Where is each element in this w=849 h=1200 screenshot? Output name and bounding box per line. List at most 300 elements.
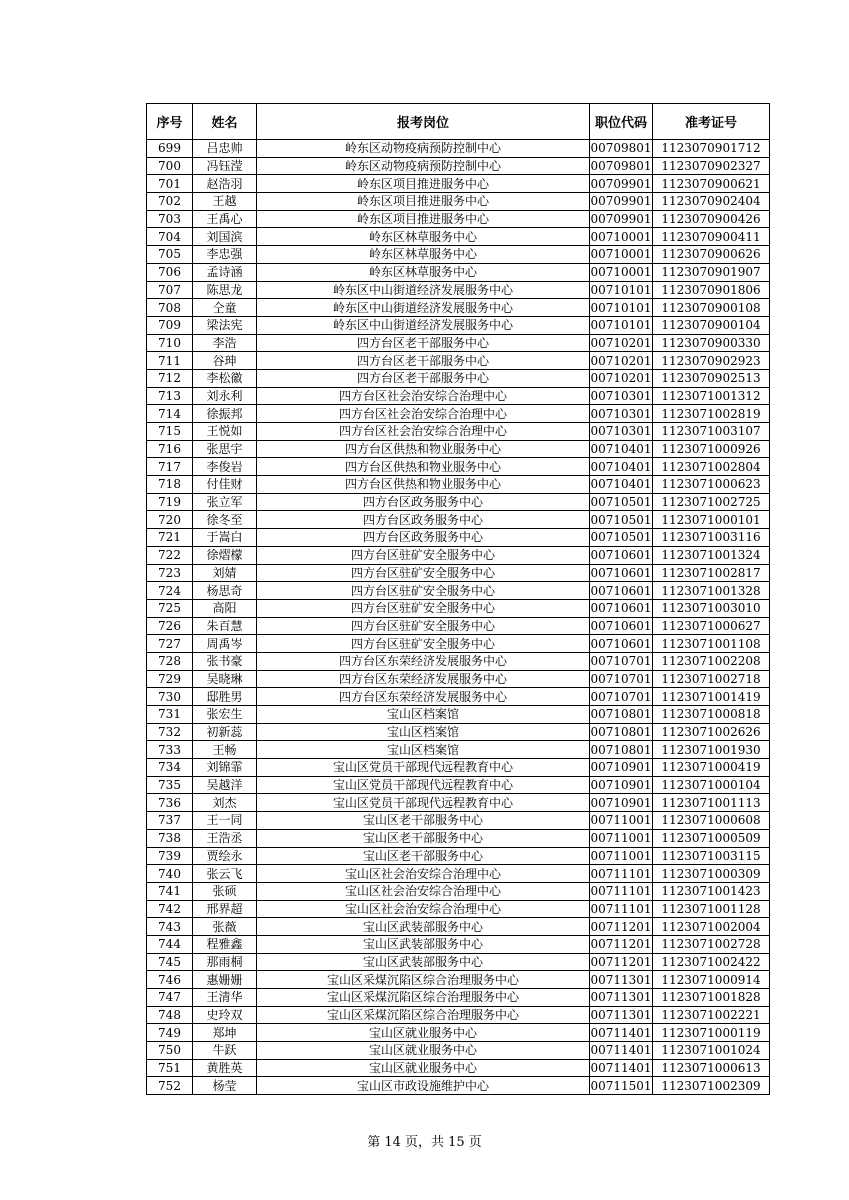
cell-admission-number: 1123071001324 (653, 546, 770, 564)
cell-position-code: 00710801 (590, 707, 652, 722)
cell-position: 岭东区项目推进服务中心 (257, 210, 590, 228)
cell-position: 宝山区老干部服务中心 (257, 812, 590, 830)
cell-admission-number: 1123070902513 (653, 369, 770, 387)
cell-position: 宝山区武装部服务中心 (257, 935, 590, 953)
table-row (147, 776, 770, 794)
cell-position: 宝山区采煤沉陷区综合治理服务中心 (257, 971, 590, 989)
cell-admission-number: 1123071001828 (653, 989, 770, 1007)
cell-position-code: 00709801 (590, 159, 652, 174)
cell-seq: 746 (147, 971, 193, 989)
table-row (147, 847, 770, 865)
cell-admission-number: 1123071002819 (653, 405, 770, 423)
table-row (147, 670, 770, 688)
cell-admission-number: 1123071003010 (653, 599, 770, 617)
cell-position-code: 00710801 (590, 742, 652, 757)
cell-name: 杨莹 (193, 1077, 257, 1095)
table-row (147, 935, 770, 953)
cell-seq: 732 (147, 723, 193, 741)
cell-name: 张硕 (193, 882, 257, 900)
cell-seq: 715 (147, 423, 193, 441)
cell-position-code: 00710101 (590, 282, 652, 297)
cell-position-code: 00711401 (590, 1043, 652, 1058)
cell-admission-number: 1123071002309 (653, 1077, 770, 1095)
cell-position-code: 00710401 (590, 477, 652, 492)
cell-position: 宝山区档案馆 (257, 741, 590, 759)
cell-seq: 704 (147, 228, 193, 246)
cell-seq: 739 (147, 847, 193, 865)
table-row (147, 140, 770, 158)
table-row (147, 423, 770, 441)
cell-name: 徐冬至 (193, 511, 257, 529)
table-row (147, 865, 770, 883)
cell-admission-number: 1123071002817 (653, 564, 770, 582)
cell-admission-number: 1123071002626 (653, 723, 770, 741)
cell-name: 史玲双 (193, 1006, 257, 1024)
cell-name: 付佳财 (193, 476, 257, 494)
cell-seq: 701 (147, 175, 193, 193)
cell-admission-number: 1123071000623 (653, 476, 770, 494)
cell-name: 于嵩白 (193, 529, 257, 547)
cell-admission-number: 1123070901806 (653, 281, 770, 299)
cell-seq: 706 (147, 263, 193, 281)
cell-admission-number: 1123071000926 (653, 440, 770, 458)
cell-position-code: 00711401 (590, 1061, 652, 1076)
cell-position-code: 00710401 (590, 459, 652, 474)
table-row (147, 706, 770, 724)
cell-seq: 752 (147, 1077, 193, 1095)
table-row (147, 493, 770, 511)
cell-position-code: 00710701 (590, 689, 652, 704)
cell-position-code: 00710001 (590, 229, 652, 244)
cell-position: 岭东区动物疫病预防控制中心 (257, 157, 590, 175)
cell-name: 吴晓琳 (193, 670, 257, 688)
table-row (147, 157, 770, 175)
cell-position-code: 00710301 (590, 424, 652, 439)
cell-admission-number: 1123070902404 (653, 193, 770, 211)
table-row (147, 599, 770, 617)
cell-admission-number: 1123071000509 (653, 829, 770, 847)
cell-position-code: 00711401 (590, 1025, 652, 1040)
cell-position-code: 00709901 (590, 212, 652, 227)
cell-position: 岭东区中山街道经济发展服务中心 (257, 316, 590, 334)
cell-position: 宝山区党员干部现代远程教育中心 (257, 794, 590, 812)
cell-position: 岭东区项目推进服务中心 (257, 175, 590, 193)
table-row (147, 511, 770, 529)
cell-seq: 720 (147, 511, 193, 529)
cell-seq: 710 (147, 334, 193, 352)
cell-name: 那雨桐 (193, 953, 257, 971)
cell-position: 四方台区驻矿安全服务中心 (257, 617, 590, 635)
cell-admission-number: 1123070900626 (653, 246, 770, 264)
cell-admission-number: 1123070900108 (653, 299, 770, 317)
cell-seq: 705 (147, 246, 193, 264)
cell-admission-number: 1123071001113 (653, 794, 770, 812)
cell-seq: 721 (147, 529, 193, 547)
table-row (147, 652, 770, 670)
cell-admission-number: 1123071002221 (653, 1006, 770, 1024)
table-row (147, 334, 770, 352)
header-seq: 序号 (147, 104, 193, 140)
cell-position-code: 00710001 (590, 247, 652, 262)
table-row (147, 759, 770, 777)
table-row (147, 812, 770, 830)
cell-position: 四方台区社会治安综合治理中心 (257, 387, 590, 405)
cell-position: 四方台区驻矿安全服务中心 (257, 546, 590, 564)
cell-admission-number: 1123071003115 (653, 847, 770, 865)
cell-admission-number: 1123071001930 (653, 741, 770, 759)
cell-position: 四方台区驻矿安全服务中心 (257, 635, 590, 653)
cell-position: 四方台区政务服务中心 (257, 493, 590, 511)
cell-position: 宝山区就业服务中心 (257, 1024, 590, 1042)
cell-seq: 717 (147, 458, 193, 476)
cell-position-code: 00711001 (590, 848, 652, 863)
cell-seq: 722 (147, 546, 193, 564)
table-row (147, 369, 770, 387)
cell-admission-number: 1123070902923 (653, 352, 770, 370)
cell-admission-number: 1123070902327 (653, 157, 770, 175)
table-row (147, 299, 770, 317)
cell-seq: 707 (147, 281, 193, 299)
cell-seq: 731 (147, 706, 193, 724)
cell-position: 四方台区东荣经济发展服务中心 (257, 688, 590, 706)
header-admission-number: 准考证号 (653, 104, 770, 140)
cell-position-code: 00711501 (590, 1078, 652, 1093)
cell-position-code: 00710101 (590, 300, 652, 315)
table-row (147, 476, 770, 494)
cell-position: 宝山区武装部服务中心 (257, 918, 590, 936)
table-header-row (147, 104, 770, 140)
cell-admission-number: 1123071000914 (653, 971, 770, 989)
cell-position-code: 00710301 (590, 388, 652, 403)
cell-position-code: 00709901 (590, 176, 652, 191)
table-row (147, 617, 770, 635)
cell-position-code: 00710001 (590, 265, 652, 280)
cell-name: 仝童 (193, 299, 257, 317)
cell-name: 邢界超 (193, 900, 257, 918)
table-row (147, 281, 770, 299)
header-position-code: 职位代码 (590, 104, 653, 140)
cell-position-code: 00711001 (590, 813, 652, 828)
cell-position: 四方台区老干部服务中心 (257, 352, 590, 370)
cell-seq: 709 (147, 316, 193, 334)
cell-admission-number: 1123071000608 (653, 812, 770, 830)
cell-name: 周禹岑 (193, 635, 257, 653)
cell-admission-number: 1123071000818 (653, 706, 770, 724)
cell-name: 刘锦霏 (193, 759, 257, 777)
cell-position-code: 00711301 (590, 972, 652, 987)
cell-admission-number: 1123071003107 (653, 423, 770, 441)
cell-position-code: 00710201 (590, 371, 652, 386)
cell-seq: 716 (147, 440, 193, 458)
cell-name: 杨思奇 (193, 582, 257, 600)
cell-name: 黄胜英 (193, 1059, 257, 1077)
cell-seq: 736 (147, 794, 193, 812)
cell-name: 刘国滨 (193, 228, 257, 246)
cell-name: 梁法宪 (193, 316, 257, 334)
cell-admission-number: 1123071002004 (653, 918, 770, 936)
cell-name: 谷珅 (193, 352, 257, 370)
cell-position-code: 00710901 (590, 795, 652, 810)
cell-name: 王清华 (193, 989, 257, 1007)
cell-seq: 728 (147, 652, 193, 670)
cell-position-code: 00710601 (590, 583, 652, 598)
page-footer: 第 14 页，共 15 页 (367, 1135, 482, 1150)
cell-seq: 699 (147, 140, 193, 158)
cell-position-code: 00711001 (590, 831, 652, 846)
cell-position: 宝山区采煤沉陷区综合治理服务中心 (257, 1006, 590, 1024)
cell-seq: 737 (147, 812, 193, 830)
cell-seq: 713 (147, 387, 193, 405)
table-row (147, 829, 770, 847)
table-row (147, 741, 770, 759)
table-row (147, 193, 770, 211)
cell-admission-number: 1123070900426 (653, 210, 770, 228)
cell-admission-number: 1123071002728 (653, 935, 770, 953)
cell-name: 王越 (193, 193, 257, 211)
cell-position-code: 00711201 (590, 937, 652, 952)
cell-name: 高阳 (193, 599, 257, 617)
cell-name: 李忠强 (193, 246, 257, 264)
cell-position-code: 00710701 (590, 654, 652, 669)
cell-position: 岭东区林草服务中心 (257, 263, 590, 281)
header-position: 报考岗位 (257, 104, 590, 140)
cell-seq: 745 (147, 953, 193, 971)
cell-position: 岭东区林草服务中心 (257, 246, 590, 264)
cell-admission-number: 1123071000627 (653, 617, 770, 635)
cell-admission-number: 1123071002718 (653, 670, 770, 688)
cell-position: 四方台区老干部服务中心 (257, 334, 590, 352)
cell-seq: 702 (147, 193, 193, 211)
cell-name: 吕忠帅 (193, 140, 257, 158)
cell-position-code: 00710401 (590, 442, 652, 457)
cell-name: 张云飞 (193, 865, 257, 883)
cell-name: 王浩丞 (193, 829, 257, 847)
cell-position: 四方台区社会治安综合治理中心 (257, 405, 590, 423)
cell-position: 宝山区社会治安综合治理中心 (257, 882, 590, 900)
cell-seq: 734 (147, 759, 193, 777)
cell-name: 张思宇 (193, 440, 257, 458)
cell-position: 宝山区采煤沉陷区综合治理服务中心 (257, 989, 590, 1007)
table-row (147, 1059, 770, 1077)
cell-position-code: 00710301 (590, 406, 652, 421)
cell-position: 四方台区政务服务中心 (257, 529, 590, 547)
cell-seq: 740 (147, 865, 193, 883)
cell-name: 张薇 (193, 918, 257, 936)
cell-name: 徐熠檬 (193, 546, 257, 564)
cell-position: 四方台区供热和物业服务中心 (257, 440, 590, 458)
table-row (147, 210, 770, 228)
table-row (147, 546, 770, 564)
cell-seq: 723 (147, 564, 193, 582)
cell-position: 岭东区中山街道经济发展服务中心 (257, 299, 590, 317)
cell-name: 孟诗涵 (193, 263, 257, 281)
cell-name: 惠姗姗 (193, 971, 257, 989)
cell-name: 刘婧 (193, 564, 257, 582)
table-row (147, 564, 770, 582)
cell-position-code: 00710101 (590, 318, 652, 333)
cell-seq: 724 (147, 582, 193, 600)
cell-position: 岭东区林草服务中心 (257, 228, 590, 246)
table-row (147, 688, 770, 706)
table-row (147, 989, 770, 1007)
cell-admission-number: 1123070900621 (653, 175, 770, 193)
table-body (147, 140, 770, 1095)
table-row (147, 440, 770, 458)
cell-position-code: 00711201 (590, 954, 652, 969)
cell-name: 张书豪 (193, 652, 257, 670)
cell-seq: 726 (147, 617, 193, 635)
cell-admission-number: 1123071000613 (653, 1059, 770, 1077)
table-row (147, 458, 770, 476)
cell-name: 张宏生 (193, 706, 257, 724)
cell-position-code: 00710801 (590, 725, 652, 740)
cell-seq: 703 (147, 210, 193, 228)
cell-admission-number: 1123070901907 (653, 263, 770, 281)
cell-admission-number: 1123071001312 (653, 387, 770, 405)
table-row (147, 900, 770, 918)
cell-name: 李松徽 (193, 369, 257, 387)
cell-admission-number: 1123071000101 (653, 511, 770, 529)
cell-name: 刘杰 (193, 794, 257, 812)
cell-admission-number: 1123071001024 (653, 1042, 770, 1060)
cell-position: 宝山区武装部服务中心 (257, 953, 590, 971)
cell-admission-number: 1123070900330 (653, 334, 770, 352)
cell-position-code: 00710501 (590, 512, 652, 527)
cell-seq: 719 (147, 493, 193, 511)
cell-name: 徐振邦 (193, 405, 257, 423)
cell-position-code: 00711101 (590, 901, 652, 916)
table-row (147, 405, 770, 423)
cell-position: 四方台区东荣经济发展服务中心 (257, 670, 590, 688)
cell-admission-number: 1123071000309 (653, 865, 770, 883)
table-row (147, 794, 770, 812)
cell-name: 王悦如 (193, 423, 257, 441)
cell-name: 初新蕊 (193, 723, 257, 741)
cell-position: 宝山区就业服务中心 (257, 1042, 590, 1060)
cell-admission-number: 1123070901712 (653, 140, 770, 158)
cell-seq: 733 (147, 741, 193, 759)
cell-name: 邸胜男 (193, 688, 257, 706)
cell-name: 程雅鑫 (193, 935, 257, 953)
cell-seq: 735 (147, 776, 193, 794)
cell-position-code: 00709901 (590, 194, 652, 209)
table-row (147, 635, 770, 653)
cell-seq: 751 (147, 1059, 193, 1077)
cell-name: 贾绘永 (193, 847, 257, 865)
cell-position-code: 00710501 (590, 530, 652, 545)
header-name: 姓名 (193, 104, 257, 140)
cell-seq: 742 (147, 900, 193, 918)
cell-position: 宝山区党员干部现代远程教育中心 (257, 759, 590, 777)
table-row (147, 1042, 770, 1060)
cell-position: 四方台区驻矿安全服务中心 (257, 582, 590, 600)
cell-admission-number: 1123070900104 (653, 316, 770, 334)
cell-admission-number: 1123071003116 (653, 529, 770, 547)
cell-position-code: 00710901 (590, 760, 652, 775)
cell-admission-number: 1123071002422 (653, 953, 770, 971)
cell-seq: 708 (147, 299, 193, 317)
cell-admission-number: 1123071001108 (653, 635, 770, 653)
cell-seq: 747 (147, 989, 193, 1007)
cell-seq: 741 (147, 882, 193, 900)
cell-name: 王一同 (193, 812, 257, 830)
table-row (147, 352, 770, 370)
cell-seq: 725 (147, 599, 193, 617)
cell-position: 宝山区社会治安综合治理中心 (257, 865, 590, 883)
cell-position-code: 00710601 (590, 565, 652, 580)
cell-admission-number: 1123071000419 (653, 759, 770, 777)
cell-admission-number: 1123071002725 (653, 493, 770, 511)
cell-admission-number: 1123071002208 (653, 652, 770, 670)
cell-seq: 711 (147, 352, 193, 370)
cell-seq: 743 (147, 918, 193, 936)
cell-position: 宝山区档案馆 (257, 723, 590, 741)
cell-position-code: 00711101 (590, 866, 652, 881)
cell-position: 宝山区党员干部现代远程教育中心 (257, 776, 590, 794)
cell-name: 郑坤 (193, 1024, 257, 1042)
table-row (147, 882, 770, 900)
cell-name: 赵浩羽 (193, 175, 257, 193)
cell-admission-number: 1123071001423 (653, 882, 770, 900)
cell-position-code: 00711101 (590, 884, 652, 899)
cell-seq: 748 (147, 1006, 193, 1024)
cell-seq: 727 (147, 635, 193, 653)
cell-name: 王畅 (193, 741, 257, 759)
cell-name: 冯钰滢 (193, 157, 257, 175)
cell-seq: 700 (147, 157, 193, 175)
table-row (147, 529, 770, 547)
cell-seq: 750 (147, 1042, 193, 1060)
cell-position: 四方台区东荣经济发展服务中心 (257, 652, 590, 670)
table-row (147, 175, 770, 193)
cell-position: 四方台区驻矿安全服务中心 (257, 599, 590, 617)
cell-admission-number: 1123071000104 (653, 776, 770, 794)
cell-position: 宝山区市政设施维护中心 (257, 1077, 590, 1095)
cell-name: 刘永利 (193, 387, 257, 405)
cell-position-code: 00710201 (590, 353, 652, 368)
cell-position-code: 00710601 (590, 548, 652, 563)
table-row (147, 723, 770, 741)
table-row (147, 316, 770, 334)
cell-position: 宝山区老干部服务中心 (257, 847, 590, 865)
cell-position-code: 00709801 (590, 141, 652, 156)
cell-position-code: 00710601 (590, 636, 652, 651)
cell-position: 宝山区档案馆 (257, 706, 590, 724)
cell-position: 四方台区社会治安综合治理中心 (257, 423, 590, 441)
cell-name: 李浩 (193, 334, 257, 352)
cell-seq: 738 (147, 829, 193, 847)
cell-admission-number: 1123071001128 (653, 900, 770, 918)
cell-position-code: 00710901 (590, 778, 652, 793)
cell-seq: 730 (147, 688, 193, 706)
candidate-table (146, 103, 770, 1095)
cell-position: 四方台区驻矿安全服务中心 (257, 564, 590, 582)
cell-name: 牛跃 (193, 1042, 257, 1060)
cell-seq: 729 (147, 670, 193, 688)
cell-position-code: 00711201 (590, 919, 652, 934)
cell-position-code: 00710601 (590, 618, 652, 633)
cell-position-code: 00710601 (590, 601, 652, 616)
cell-position: 四方台区老干部服务中心 (257, 369, 590, 387)
table-row (147, 263, 770, 281)
cell-position: 宝山区社会治安综合治理中心 (257, 900, 590, 918)
table-row (147, 1006, 770, 1024)
cell-position: 宝山区就业服务中心 (257, 1059, 590, 1077)
cell-name: 王禹心 (193, 210, 257, 228)
cell-position-code: 00711301 (590, 1008, 652, 1023)
cell-name: 吴越洋 (193, 776, 257, 794)
cell-seq: 749 (147, 1024, 193, 1042)
